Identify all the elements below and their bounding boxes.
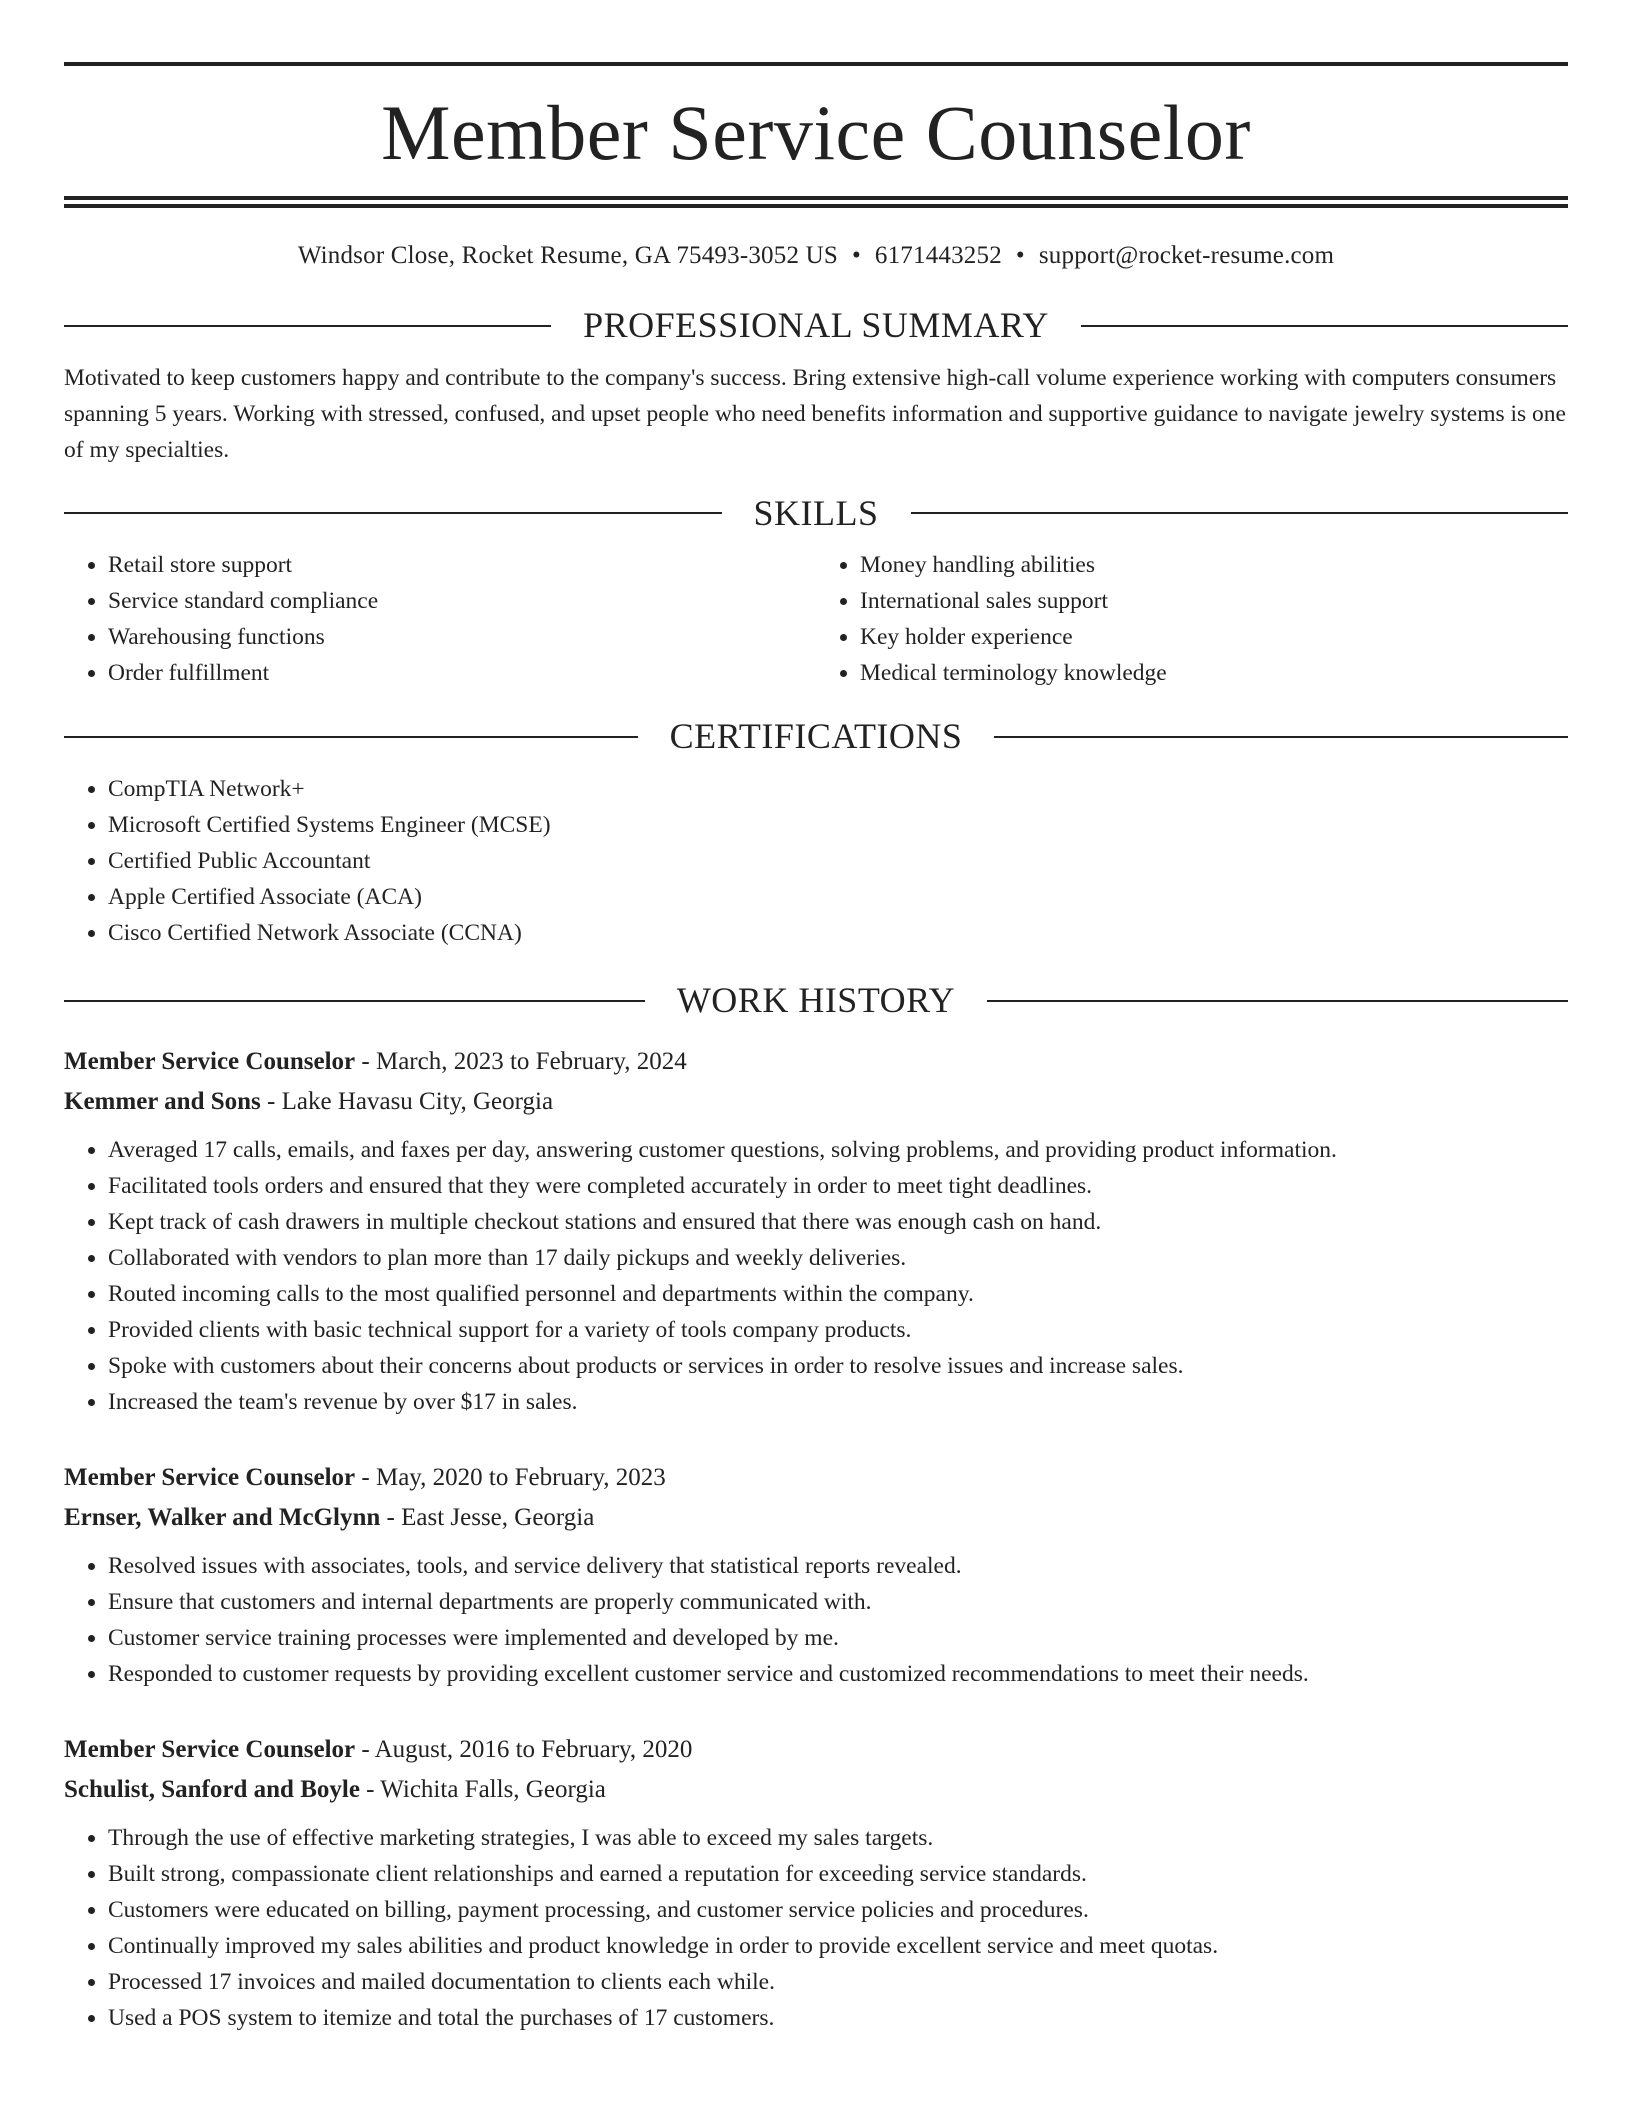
skill-item: • International sales support xyxy=(860,583,1568,619)
skill-item: • Retail store support xyxy=(108,547,816,583)
job-role: Member Service Counselor xyxy=(64,1048,356,1076)
job-bullet: • Resolved issues with associates, tools, and service delivery that statistical reports revealed. xyxy=(108,1548,1568,1584)
job-bullets xyxy=(64,1132,1568,1420)
job-company-line: Kemmer and Sons - Lake Havasu City, Georgia xyxy=(64,1088,554,1116)
contact-phone: 6171443252 xyxy=(874,242,1002,269)
job-bullet: • Used a POS system to itemize and total the purchases of 17 customers. xyxy=(108,2000,1568,2036)
job-bullets xyxy=(64,1548,1568,1692)
summary-heading xyxy=(64,306,1568,346)
skill-item: • Medical terminology knowledge xyxy=(860,655,1568,691)
job-bullet: • Averaged 17 calls, emails, and faxes per day, answering customer questions, solving problems, and providing product information. xyxy=(108,1132,1568,1168)
job-bullet: • Provided clients with basic technical support for a variety of tools company products. xyxy=(108,1312,1568,1348)
skills-heading xyxy=(64,494,1568,534)
job-role: Member Service Counselor xyxy=(64,1464,356,1492)
job-entry xyxy=(64,1458,1568,1692)
heading-rule-right xyxy=(911,512,1569,514)
job-entry xyxy=(64,1042,1568,1420)
job-company: Kemmer and Sons xyxy=(64,1088,261,1116)
job-company: Schulist, Sanford and Boyle xyxy=(64,1776,360,1804)
job-bullet: • Through the use of effective marketing strategies, I was able to exceed my sales targets. xyxy=(108,1820,1568,1856)
heading-rule-left xyxy=(64,512,722,514)
skills-title: SKILLS xyxy=(753,492,879,533)
certifications-title: CERTIFICATIONS xyxy=(669,716,963,757)
heading-rule-right xyxy=(994,736,1568,738)
job-bullet: • Processed 17 invoices and mailed documentation to clients each while. xyxy=(108,1964,1568,2000)
summary-title: PROFESSIONAL SUMMARY xyxy=(583,305,1049,345)
job-bullet: • Continually improved my sales abilities and product knowledge in order to provide excellent service and meet quotas. xyxy=(108,1928,1568,1964)
job-bullet: • Built strong, compassionate client relationships and earned a reputation for exceeding service standards. xyxy=(108,1856,1568,1892)
job-bullet: • Spoke with customers about their concerns about products or services in order to resolve issues and increase sales. xyxy=(108,1348,1568,1384)
work-history-title: WORK HISTORY xyxy=(676,979,956,1020)
certifications-list xyxy=(64,771,1568,951)
job-title-line: Member Service Counselor - August, 2016 to February, 2020 xyxy=(64,1736,693,1764)
job-company-line: Ernser, Walker and McGlynn - East Jesse, Georgia xyxy=(64,1504,595,1532)
job-bullet: • Responded to customer requests by providing excellent customer service and customized recommendations to meet their needs. xyxy=(108,1656,1568,1692)
job-bullets xyxy=(64,1820,1568,2036)
certification-item: • Cisco Certified Network Associate (CCNA) xyxy=(108,915,1568,951)
contact-email: support@rocket-resume.com xyxy=(1038,242,1335,269)
skills-list xyxy=(64,547,1568,691)
job-location: Wichita Falls, Georgia xyxy=(380,1776,606,1804)
job-bullet: • Ensure that customers and internal departments are properly communicated with. xyxy=(108,1584,1568,1620)
job-company-line: Schulist, Sanford and Boyle - Wichita Falls, Georgia xyxy=(64,1776,606,1804)
job-dates: March, 2023 to February, 2024 xyxy=(375,1048,687,1076)
top-rule xyxy=(64,62,1568,66)
job-bullet: • Collaborated with vendors to plan more than 17 daily pickups and weekly deliveries. xyxy=(108,1240,1568,1276)
skill-item: • Order fulfillment xyxy=(108,655,816,691)
job-dates: May, 2020 to February, 2023 xyxy=(375,1464,666,1492)
contact-address: Windsor Close, Rocket Resume, GA 75493-3052 US xyxy=(297,242,838,269)
job-title-line: Member Service Counselor - May, 2020 to February, 2023 xyxy=(64,1464,666,1492)
header-double-rule xyxy=(64,196,1568,208)
heading-rule-left xyxy=(64,325,551,327)
resume-name: Member Service Counselor xyxy=(381,89,1251,176)
job-entry xyxy=(64,1730,1568,2036)
skill-item: • Service standard compliance xyxy=(108,583,816,619)
job-bullet: • Increased the team's revenue by over $17 in sales. xyxy=(108,1384,1568,1420)
contact-separator: • xyxy=(1015,242,1025,269)
certification-item: • CompTIA Network+ xyxy=(108,771,1568,807)
certifications-heading xyxy=(64,717,1568,757)
certification-item: • Microsoft Certified Systems Engineer (MCSE) xyxy=(108,807,1568,843)
job-location: Lake Havasu City, Georgia xyxy=(281,1088,554,1116)
job-dates: August, 2016 to February, 2020 xyxy=(374,1736,693,1764)
job-bullet: • Facilitated tools orders and ensured that they were completed accurately in order to meet tight deadlines. xyxy=(108,1168,1568,1204)
job-company: Ernser, Walker and McGlynn xyxy=(64,1504,381,1532)
heading-rule-left xyxy=(64,1000,645,1002)
job-role: Member Service Counselor xyxy=(64,1736,356,1764)
skill-item: • Warehousing functions xyxy=(108,619,816,655)
job-bullet: • Kept track of cash drawers in multiple checkout stations and ensured that there was enough cash on hand. xyxy=(108,1204,1568,1240)
job-bullet: • Customers were educated on billing, payment processing, and customer service policies and procedures. xyxy=(108,1892,1568,1928)
job-bullet: • Routed incoming calls to the most qualified personnel and departments within the company. xyxy=(108,1276,1568,1312)
job-bullet: • Customer service training processes were implemented and developed by me. xyxy=(108,1620,1568,1656)
job-location: East Jesse, Georgia xyxy=(401,1504,595,1532)
heading-rule-left xyxy=(64,736,638,738)
skill-item: • Money handling abilities xyxy=(860,547,1568,583)
job-title-line: Member Service Counselor - March, 2023 to February, 2024 xyxy=(64,1048,687,1076)
summary-text: Motivated to keep customers happy and contribute to the company's success. Bring extensive high-call volume experience working with computers consumers spanning 5 years. Working with stressed, confused, and upset people who need benefits information and supportive guidance to navigate jewelry systems is one of my specialties. xyxy=(64,364,1566,463)
heading-rule-right xyxy=(1081,325,1568,327)
skill-item: • Key holder experience xyxy=(860,619,1568,655)
contact-separator: • xyxy=(851,242,861,269)
skills-column-left xyxy=(64,547,816,691)
certification-item: • Apple Certified Associate (ACA) xyxy=(108,879,1568,915)
contact-line xyxy=(64,242,1568,270)
certification-item: • Certified Public Accountant xyxy=(108,843,1568,879)
skills-column-right xyxy=(816,547,1568,691)
heading-rule-right xyxy=(987,1000,1568,1002)
work-history-heading xyxy=(64,981,1568,1021)
